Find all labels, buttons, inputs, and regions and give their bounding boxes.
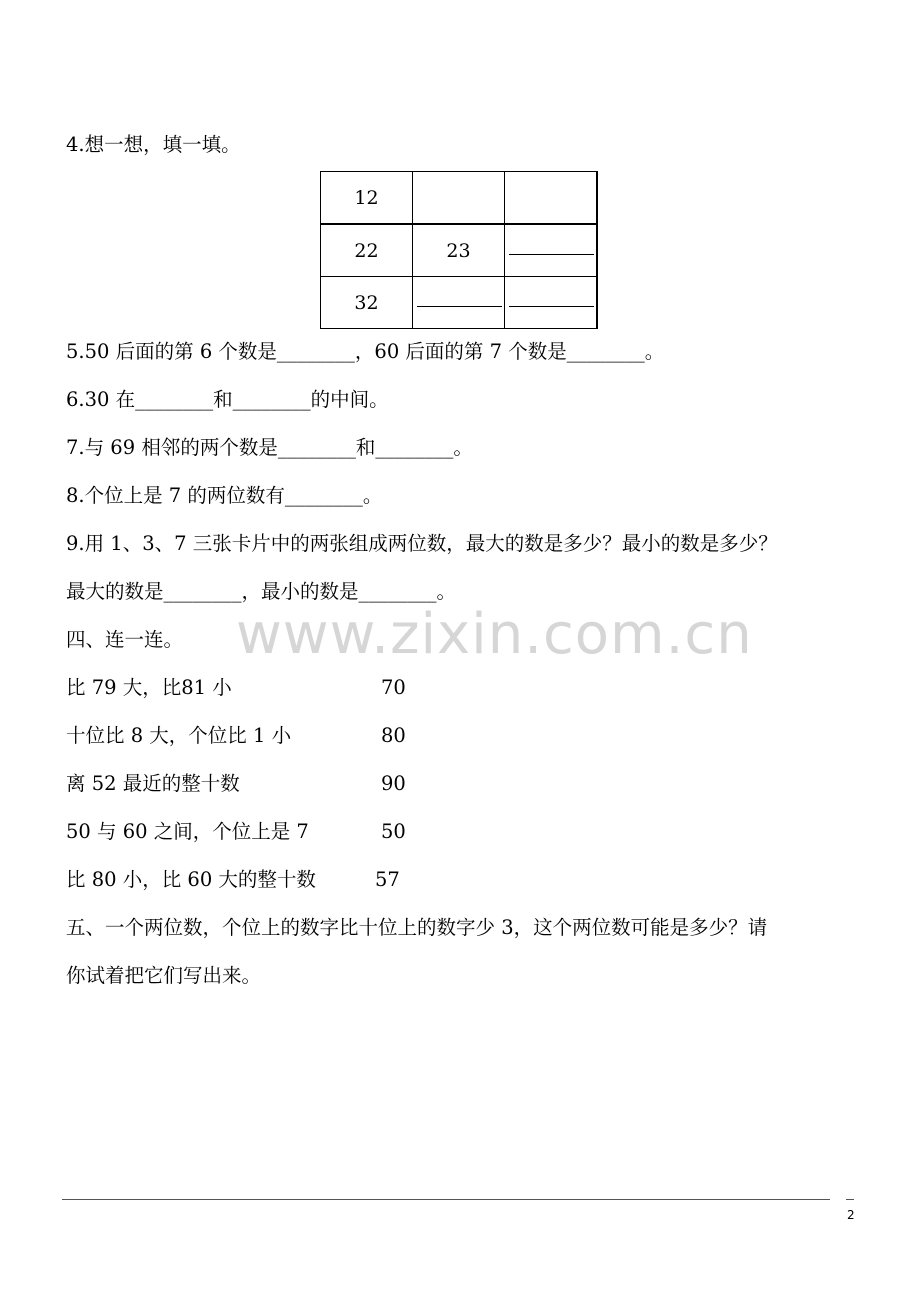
section-5-line1: 五、一个两位数，个位上的数字比十位上的数字少 3，这个两位数可能是多少？请	[66, 916, 768, 939]
question-4-title: 4.想一想，填一填。	[66, 133, 241, 156]
answer-blank	[417, 306, 502, 307]
grid-cell: 32	[321, 277, 413, 329]
match-right-item: 50	[381, 820, 406, 843]
question-9-line1: 9.用 1、3、7 三张卡片中的两张组成两位数，最大的数是多少？最小的数是多少？	[66, 532, 778, 555]
grid-blank-cell	[505, 277, 598, 329]
grid-cell: 12	[321, 172, 413, 225]
footer-dash	[846, 1199, 854, 1200]
answer-blank	[509, 306, 594, 307]
match-right-item: 70	[381, 676, 406, 699]
grid-cell: 23	[413, 224, 505, 277]
match-right-item: 90	[381, 772, 406, 795]
match-left-item: 十位比 8 大，个位比 1 小	[66, 724, 292, 747]
question-9-line2: 最大的数是________，最小的数是________。	[66, 580, 457, 603]
section-5-line2: 你试着把它们写出来。	[66, 964, 262, 987]
answer-blank	[509, 254, 594, 255]
grid-blank-cell	[505, 224, 598, 277]
footer-rule	[62, 1199, 830, 1200]
grid-cell: 22	[321, 224, 413, 277]
question-6: 6.30 在________和________的中间。	[66, 388, 389, 411]
match-left-item: 50 与 60 之间，个位上是 7	[66, 820, 309, 843]
number-grid	[320, 171, 598, 329]
grid-row	[321, 172, 598, 225]
match-left-item: 比 80 小，比 60 大的整十数	[66, 868, 316, 891]
grid-row	[321, 277, 598, 329]
match-right-item: 57	[375, 868, 400, 891]
page-number: 2	[847, 1208, 855, 1222]
question-5: 5.50 后面的第 6 个数是________，60 后面的第 7 个数是________。	[66, 340, 665, 363]
grid-blank-cell	[413, 277, 505, 329]
match-right-item: 80	[381, 724, 406, 747]
match-left-item: 离 52 最近的整十数	[66, 772, 240, 795]
grid-cell	[505, 172, 598, 225]
section-4-title: 四、连一连。	[66, 628, 184, 651]
watermark: www.zixin.com.cn	[236, 602, 753, 667]
question-7: 7.与 69 相邻的两个数是________和________。	[66, 436, 473, 459]
match-left-item: 比 79 大，比81 小	[66, 676, 232, 699]
grid-row	[321, 224, 598, 277]
grid-cell	[413, 172, 505, 225]
question-8: 8.个位上是 7 的两位数有________。	[66, 484, 383, 507]
